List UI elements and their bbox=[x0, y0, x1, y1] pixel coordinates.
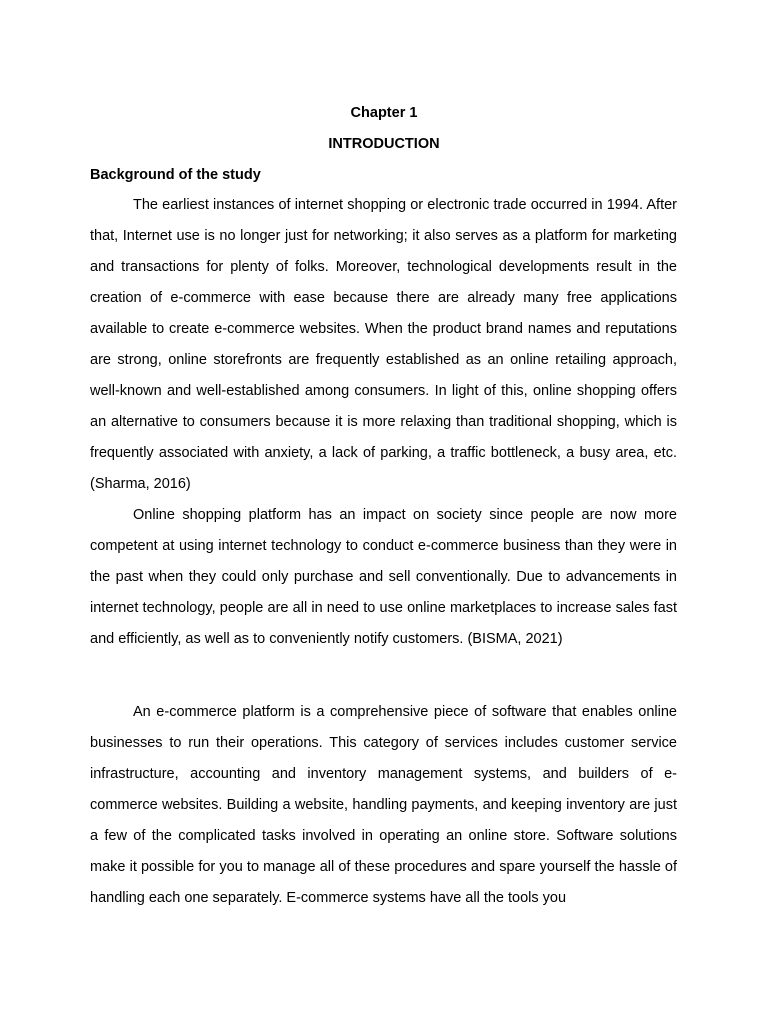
body-paragraph: The earliest instances of internet shopping or electronic trade occurred in 1994. After that, Internet use is no longer just for networking; it also serves as a platform for marketing and transactions for plenty of folks. Moreover, technological developments result in the creation of e-commerce with ease because there are already many free applications available to create e-commerce websites. When the product brand names and reputations are strong, online storefronts are frequently established as an online retailing approach, well-known and well-established among consumers. In light of this, online shopping offers an alternative to consumers because it is more relaxing than traditional shopping, which is frequently associated with anxiety, a lack of parking, a traffic bottleneck, a busy area, etc. (Sharma, 2016) bbox=[90, 197, 677, 492]
chapter-heading: Chapter 1 bbox=[350, 105, 418, 121]
body-paragraph: Online shopping platform has an impact on society since people are now more competent at using internet technology to conduct e-commerce business than they were in the past when they could only purchase and sell conventionally. Due to advancements in internet technology, people are all in need to use online marketplaces to increase sales fast and efficiently, as well as to conveniently notify customers. (BISMA, 2021) bbox=[90, 507, 677, 647]
chapter-title: INTRODUCTION bbox=[328, 136, 440, 152]
body-paragraph: An e-commerce platform is a comprehensive piece of software that enables online businesses to run their operations. This category of services includes customer service infrastructure, accounting and inventory management systems, and builders of e-commerce websites. Building a website, handling payments, and keeping inventory are just a few of the complicated tasks involved in operating an online store. Software solutions make it possible for you to manage all of these procedures and spare yourself the hassle of handling each one separately. E-commerce systems have all the tools you bbox=[90, 704, 677, 906]
section-heading: Background of the study bbox=[90, 167, 261, 183]
